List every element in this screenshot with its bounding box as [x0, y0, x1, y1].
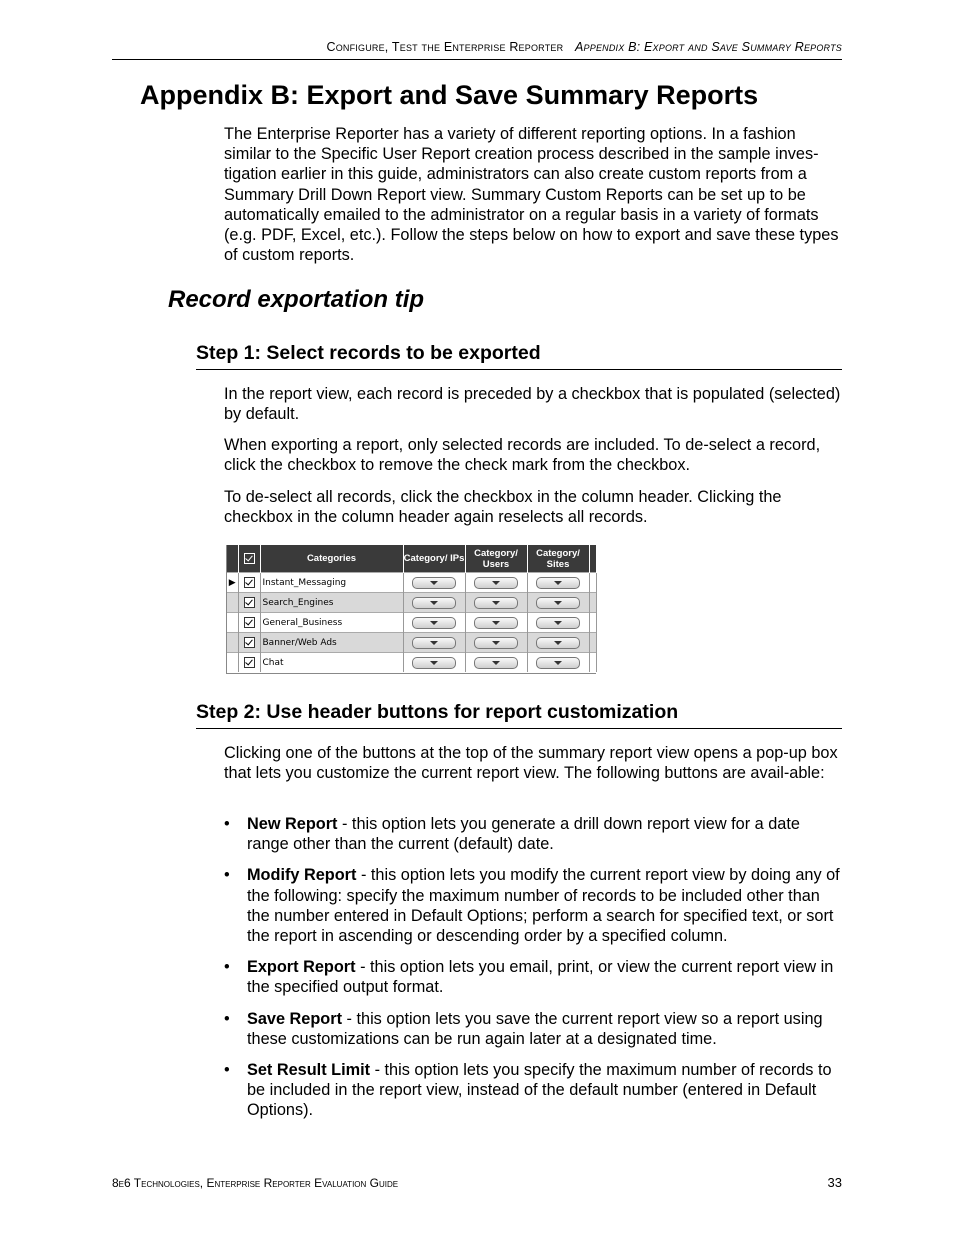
row-checkbox[interactable]: [244, 577, 255, 588]
users-dropdown-button[interactable]: [474, 597, 518, 609]
ips-dropdown-button[interactable]: [412, 657, 456, 669]
option-description: - this option lets you save the current report view so a report using these customizations can be run again later at a designated time.: [247, 1009, 823, 1048]
users-dropdown-button[interactable]: [474, 577, 518, 589]
option-description: - this option lets you modify the current report view by doing any of the following: specify the maximum number of records to be included other than the number entered in Default Options; perform a search for specified text, or sort the report in ascending or descending order by a specified column.: [247, 866, 840, 946]
header-category-sites[interactable]: Category/ Sites: [527, 545, 589, 573]
list-item: [224, 865, 844, 946]
list-item: [224, 957, 844, 997]
option-term: New Report: [247, 815, 338, 833]
users-dropdown-button[interactable]: [474, 657, 518, 669]
list-item: [224, 1009, 844, 1049]
table-row: [227, 593, 596, 613]
option-description: - this option lets you generate a drill down report view for a date range other than the current (default) date.: [247, 815, 800, 854]
table-row: [227, 653, 596, 673]
option-description: - this option lets you specify the maximum number of records to be included in the report view, instead of the default number (entered in Default Options).: [247, 1061, 832, 1120]
users-dropdown-button[interactable]: [474, 637, 518, 649]
list-item: [224, 814, 844, 854]
category-name: Search_Engines: [260, 593, 403, 613]
sites-dropdown-button[interactable]: [536, 597, 580, 609]
header-end-cell: [589, 545, 596, 573]
table-row: [227, 573, 596, 593]
checkbox-icon: [244, 553, 255, 564]
row-checkbox[interactable]: [244, 597, 255, 608]
sites-dropdown-button[interactable]: [536, 637, 580, 649]
running-head-right: Appendix B: Export and Save Summary Reports: [575, 40, 842, 54]
ips-dropdown-button[interactable]: [412, 577, 456, 589]
ips-dropdown-button[interactable]: [412, 617, 456, 629]
step1-heading: Step 1: Select records to be exported: [196, 342, 842, 370]
step1-paragraph-1: In the report view, each record is preceded by a checkbox that is populated (selected) by default.: [224, 385, 841, 424]
sites-dropdown-button[interactable]: [536, 617, 580, 629]
sites-dropdown-button[interactable]: [536, 657, 580, 669]
button-options-list: [224, 814, 844, 1132]
row-checkbox[interactable]: [244, 617, 255, 628]
report-table: [227, 545, 597, 672]
row-checkbox[interactable]: [244, 657, 255, 668]
step1-paragraph-3: To de-select all records, click the checkbox in the column header. Clicking the checkbox in the column header again reselects all records.: [224, 488, 782, 527]
option-term: Set Result Limit: [247, 1061, 371, 1080]
header-arrow-cell: [227, 545, 238, 573]
list-item: [224, 1060, 844, 1121]
header-select-all-checkbox[interactable]: [238, 545, 260, 573]
ips-dropdown-button[interactable]: [412, 637, 456, 649]
row-checkbox[interactable]: [244, 637, 255, 648]
page-title: Appendix B: Export and Save Summary Reports: [140, 80, 759, 110]
category-name: Instant_Messaging: [260, 573, 403, 593]
page-number: 33: [827, 1175, 842, 1190]
footer-text: 8e6 Technologies, Enterprise Reporter Evaluation Guide: [112, 1176, 399, 1190]
running-head-left: Configure, Test the Enterprise Reporter: [326, 40, 564, 54]
step1-paragraph-2: When exporting a report, only selected records are included. To de-select a record, click the checkbox to remove the check mark from the checkbox.: [224, 436, 821, 475]
header-rule: [112, 59, 842, 60]
option-term: Export Report: [247, 958, 356, 977]
row-marker-cell: [227, 593, 238, 613]
row-marker-cell: [227, 653, 238, 673]
option-term: Modify Report: [247, 866, 357, 885]
running-head: [112, 40, 842, 54]
step2-heading: Step 2: Use header buttons for report customization: [196, 701, 842, 729]
sites-dropdown-button[interactable]: [536, 577, 580, 589]
option-description: - this option lets you email, print, or view the current report view in the specified output format.: [247, 958, 834, 997]
category-name: Chat: [260, 653, 403, 673]
category-name: General_Business: [260, 613, 403, 633]
ips-dropdown-button[interactable]: [412, 597, 456, 609]
table-row: [227, 633, 596, 653]
option-term: Save Report: [247, 1009, 343, 1028]
intro-paragraph: The Enterprise Reporter has a variety of different reporting options. In a fashion similar to the Specific User Report creation process described in the sample inves-tigation earlier in this guide, administrators can also create custom reports from a Summary Drill Down Report view. Summary Custom Reports can be set up to be automatically emailed to the administrator on a regular basis in a variety of formats (e.g. PDF, Excel, etc.). Follow the steps below on how to export and save these types of custom reports.: [224, 125, 839, 265]
table-header-row: [227, 545, 596, 573]
section-title: Record exportation tip: [168, 286, 425, 313]
category-name: Banner/Web Ads: [260, 633, 403, 653]
current-row-marker: ▶: [227, 573, 238, 593]
table-row: [227, 613, 596, 633]
row-marker-cell: [227, 613, 238, 633]
header-category-users[interactable]: Category/ Users: [465, 545, 527, 573]
header-categories[interactable]: Categories: [260, 545, 403, 573]
users-dropdown-button[interactable]: [474, 617, 518, 629]
report-screenshot: [226, 545, 596, 674]
header-category-ips[interactable]: Category/ IPs: [403, 545, 465, 573]
step2-paragraph: Clicking one of the buttons at the top of the summary report view opens a pop-up box that lets you customize the current report view. The following buttons are avail-able:: [224, 744, 838, 783]
row-marker-cell: [227, 633, 238, 653]
